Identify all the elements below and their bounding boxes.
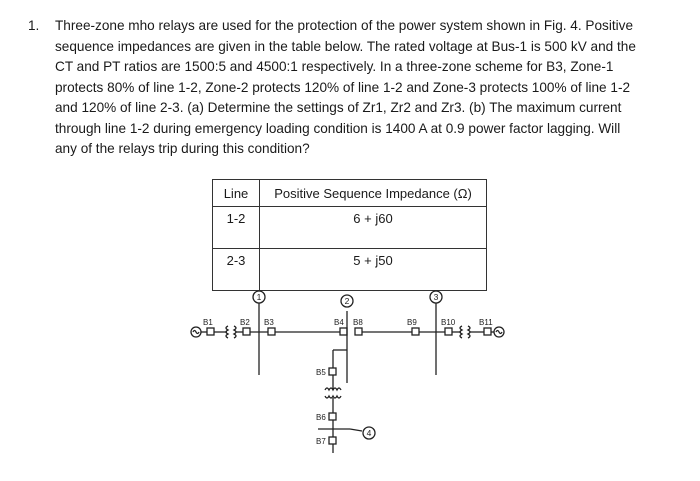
bus-2-label: 2 — [344, 296, 350, 306]
question-line: sequence impedances are given in the table below. The rated voltage at Bus-1 is 500 kV and the — [55, 38, 636, 54]
breaker-b11-label: B11 — [479, 318, 493, 327]
transformer-down-secondary — [325, 396, 341, 398]
breaker-b3-label: B3 — [264, 318, 274, 327]
breaker-b6-box — [329, 413, 336, 420]
breaker-b10-box — [445, 328, 452, 335]
bus-1-label: 1 — [256, 292, 262, 302]
breaker-b6-label: B6 — [316, 413, 326, 422]
transformer-right-secondary — [468, 326, 470, 338]
cell-line: 1-2 — [213, 207, 260, 249]
question-number: 1. — [28, 18, 40, 33]
breaker-b9-box — [412, 328, 419, 335]
bus-4-label: 4 — [366, 428, 372, 438]
question-line: through line 1-2 during emergency loading condition is 1400 A at 0.9 power factor lagging. Will — [55, 120, 621, 136]
breaker-b4-label: B4 — [334, 318, 344, 327]
breaker-b9-label: B9 — [407, 318, 417, 327]
header-impedance: Positive Sequence Impedance (Ω) — [260, 180, 487, 207]
breaker-b3-box — [268, 328, 275, 335]
header-line: Line — [213, 180, 260, 207]
question-line: any of the relays trip during this condition? — [55, 141, 310, 156]
breaker-b11-box — [484, 328, 491, 335]
bus-3-label: 3 — [433, 292, 439, 302]
breaker-b8-box — [355, 328, 362, 335]
breaker-b10-label: B10 — [441, 318, 456, 327]
breaker-b1-label: B1 — [203, 318, 213, 327]
question-line: and 120% of line 2-3. (a) Determine the settings of Zr1, Zr2 and Zr3. (b) The maximum current — [55, 100, 622, 115]
breaker-b1-box — [207, 328, 214, 335]
cell-impedance: 6 + j60 — [260, 207, 487, 249]
question-line: Three-zone mho relays are used for the protection of the power system shown in Fig. 4. Positive — [55, 18, 634, 33]
cell-line: 2-3 — [213, 249, 260, 291]
breaker-b2-box — [243, 328, 250, 335]
question-line: CT and PT ratios are 1500:5 and 4500:1 respectively. In a three-zone scheme for B3, Zone-1 — [55, 59, 614, 74]
breaker-b5-label: B5 — [316, 368, 326, 377]
transformer-left-secondary — [234, 326, 236, 338]
breaker-b7-box — [329, 437, 336, 444]
breaker-b8-label: B8 — [353, 318, 363, 327]
breaker-b4-box — [340, 328, 347, 335]
breaker-b7-label: B7 — [316, 437, 326, 446]
breaker-b2-label: B2 — [240, 318, 250, 327]
question-line: protects 80% of line 1-2, Zone-2 protects 120% of line 1-2 and Zone-3 protects 100% of line 1-2 — [55, 79, 631, 95]
breaker-b5-box — [329, 368, 336, 375]
cell-impedance: 5 + j50 — [260, 249, 487, 291]
